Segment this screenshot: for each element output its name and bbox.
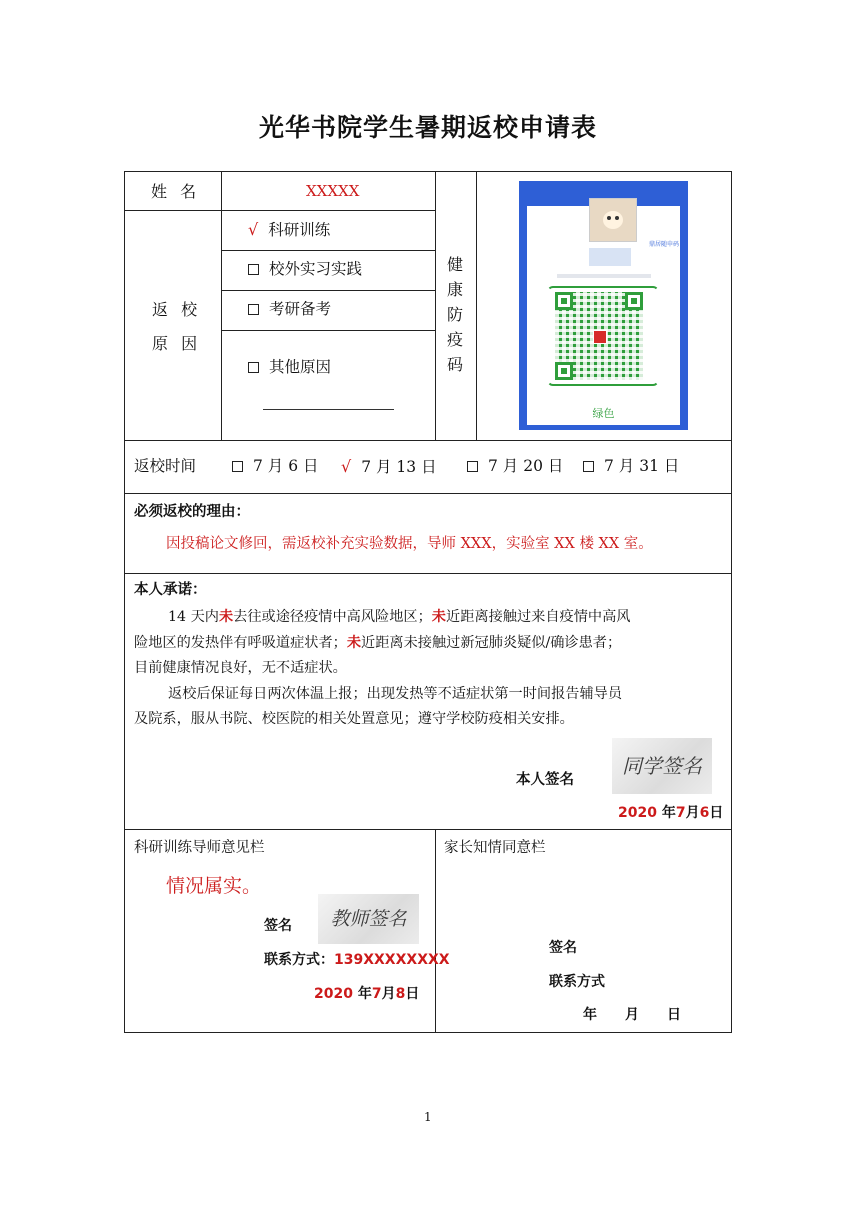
label-char: 码 bbox=[447, 355, 464, 374]
row-line bbox=[221, 290, 435, 291]
form-title: 光华书院学生暑期返校申请表 bbox=[258, 113, 597, 142]
parent-contact-label[interactable]: 联系方式 bbox=[549, 974, 605, 990]
checkmark-icon: √ bbox=[341, 457, 352, 476]
row-line bbox=[124, 210, 435, 211]
option-label: 科研训练 bbox=[268, 221, 331, 239]
parent-sign-date[interactable]: 年 月 日 bbox=[583, 1007, 681, 1023]
date-year: 2020 bbox=[314, 986, 353, 1002]
avatar bbox=[589, 198, 637, 242]
promise-line bbox=[134, 682, 724, 708]
text-span: 险地区的发热伴有呼吸道症状者； bbox=[134, 634, 347, 651]
date-day: 8 bbox=[395, 986, 406, 1002]
checkbox-icon bbox=[232, 461, 243, 472]
reason-label-line2: 原 因 bbox=[152, 334, 202, 353]
date-unit: 日 bbox=[709, 805, 724, 821]
table-border-left bbox=[124, 171, 125, 1033]
row-line bbox=[124, 493, 732, 494]
health-code-label bbox=[447, 252, 463, 377]
student-signature[interactable]: 同学签名 bbox=[612, 738, 712, 794]
name-label: 姓 名 bbox=[151, 182, 201, 201]
row-line bbox=[124, 440, 732, 441]
text-span: 近距离未接触过新冠肺炎疑似/确诊患者； bbox=[361, 634, 622, 651]
advisor-signature[interactable]: 教师签名 bbox=[318, 894, 419, 944]
contact-label: 联系方式： bbox=[264, 952, 334, 968]
checkbox-icon bbox=[248, 304, 259, 315]
qr-logo-icon bbox=[593, 330, 607, 344]
table-border-top bbox=[124, 171, 732, 172]
label-char: 疫 bbox=[447, 330, 464, 349]
option-label: 校外实习实践 bbox=[269, 260, 363, 278]
promise-line: 目前健康情况良好，无不适症状。 bbox=[134, 660, 347, 676]
date-month: 7 bbox=[371, 986, 382, 1002]
emphasis-not: 未 bbox=[431, 609, 446, 625]
reason-option-research[interactable] bbox=[248, 222, 330, 239]
checkbox-icon bbox=[248, 264, 259, 275]
date-day: 6 bbox=[699, 805, 710, 821]
reason-option-internship[interactable] bbox=[248, 262, 362, 278]
row-line bbox=[124, 573, 732, 574]
qr-finder bbox=[625, 292, 643, 310]
return-date-option-4[interactable] bbox=[583, 459, 679, 475]
text-span: 14 天内 bbox=[168, 609, 219, 625]
col-line bbox=[435, 829, 436, 1033]
student-sign-label: 本人签名 bbox=[516, 772, 574, 788]
promise-line bbox=[134, 631, 724, 657]
student-sign-date bbox=[618, 806, 723, 820]
option-label: 7 月 6 日 bbox=[253, 457, 319, 475]
date-month: 7 bbox=[675, 805, 686, 821]
checkmark-icon: √ bbox=[248, 220, 259, 239]
advisor-contact bbox=[264, 953, 450, 967]
reason-label-line1: 返 校 bbox=[152, 300, 202, 319]
other-reason-blank[interactable] bbox=[263, 409, 394, 410]
reason-option-exam-prep[interactable] bbox=[248, 302, 331, 318]
date-unit: 月 bbox=[381, 986, 396, 1002]
promise-line bbox=[134, 605, 724, 631]
name-value: XXXXX bbox=[306, 182, 360, 200]
advisor-opinion-text[interactable]: 情况属实。 bbox=[166, 875, 262, 897]
qr-code-icon bbox=[555, 292, 643, 380]
health-code-inner bbox=[527, 206, 680, 425]
contact-value: 139XXXXXXXX bbox=[334, 952, 450, 968]
return-date-option-1[interactable] bbox=[232, 459, 319, 475]
promise-text bbox=[134, 605, 724, 733]
table-border-bottom bbox=[124, 1032, 732, 1033]
date-year: 2020 bbox=[618, 805, 657, 821]
row-line bbox=[221, 250, 435, 251]
col-line bbox=[476, 171, 477, 441]
timestamp-bar bbox=[557, 274, 651, 278]
must-reason-text[interactable]: 因投稿论文修回，需返校补充实验数据，导师 XXX，实验室 XX 楼 XX 室。 bbox=[166, 536, 653, 552]
checkbox-icon bbox=[467, 461, 478, 472]
qr-finder bbox=[555, 362, 573, 380]
health-code-card bbox=[519, 181, 688, 430]
text-span: 去往或途径疫情中高风险地区； bbox=[233, 609, 432, 625]
qr-finder bbox=[555, 292, 573, 310]
return-date-option-3[interactable] bbox=[467, 459, 563, 475]
advisor-opinion-label: 科研训练导师意见栏 bbox=[134, 840, 265, 856]
emphasis-not: 未 bbox=[346, 634, 362, 651]
promise-line: 及院系，服从书院、校医院的相关处置意见；遵守学校防疫相关安排。 bbox=[134, 711, 574, 727]
option-label: 7 月 20 日 bbox=[488, 457, 564, 475]
label-char: 康 bbox=[447, 280, 464, 299]
parent-sign-label[interactable]: 签名 bbox=[549, 940, 577, 956]
col-line bbox=[435, 171, 436, 441]
table-border-right bbox=[731, 171, 732, 1033]
promise-label: 本人承诺： bbox=[134, 582, 207, 598]
label-char: 防 bbox=[447, 305, 464, 324]
return-time-label: 返校时间 bbox=[134, 457, 197, 475]
option-label: 7 月 13 日 bbox=[361, 458, 437, 476]
text-span: 返校后保证每日两次体温上报；出现发热等不适症状第一时间报告辅导员 bbox=[168, 685, 623, 702]
advisor-sign-label: 签名 bbox=[264, 918, 292, 934]
checkbox-icon bbox=[248, 362, 259, 373]
page-number: 1 bbox=[424, 1110, 432, 1124]
return-date-option-2[interactable] bbox=[341, 459, 437, 476]
col-line bbox=[221, 171, 222, 441]
parent-consent-label: 家长知情同意栏 bbox=[444, 840, 546, 856]
option-label: 其他原因 bbox=[269, 358, 332, 376]
must-reason-label: 必须返校的理由： bbox=[134, 504, 250, 520]
advisor-sign-date bbox=[314, 987, 419, 1001]
health-code-card-title: 鼎居随申码 bbox=[649, 241, 680, 248]
date-unit: 年 bbox=[661, 805, 676, 821]
emphasis-not: 未 bbox=[218, 609, 234, 625]
reason-option-other[interactable] bbox=[248, 360, 331, 376]
option-label: 7 月 31 日 bbox=[604, 457, 680, 475]
label-char: 健 bbox=[447, 255, 464, 274]
row-line bbox=[124, 829, 732, 830]
checkbox-icon bbox=[583, 461, 594, 472]
text-span: 近距离接触过来自疫情中高风 bbox=[446, 609, 631, 625]
blurred-name bbox=[589, 248, 631, 266]
option-label: 考研备考 bbox=[269, 300, 332, 318]
health-status: 绿色 bbox=[592, 407, 615, 420]
row-line bbox=[221, 330, 435, 331]
date-unit: 年 bbox=[357, 986, 372, 1002]
date-unit: 日 bbox=[405, 986, 420, 1002]
date-unit: 月 bbox=[685, 805, 700, 821]
